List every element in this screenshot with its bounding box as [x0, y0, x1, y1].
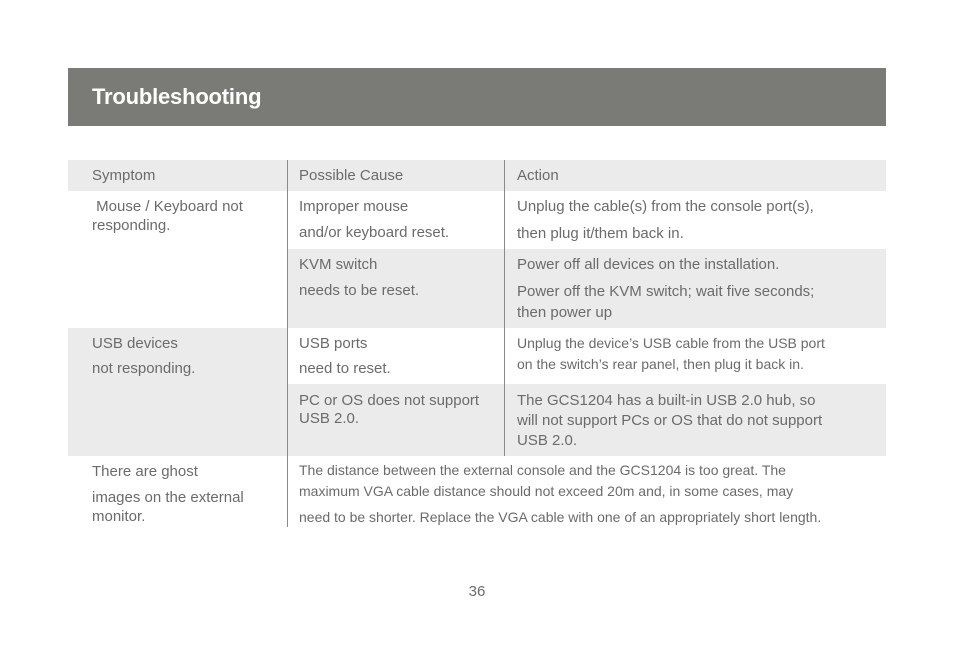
- page-number: 36: [468, 583, 486, 600]
- column-header-cause: Possible Cause: [299, 167, 404, 184]
- merged-action-line: maximum VGA cable distance should not exceed 20m and, in some cases, may: [299, 483, 794, 499]
- cause-line: Improper mouse: [299, 198, 409, 215]
- table-header-row-bg: [68, 160, 886, 191]
- action-line: then power up: [517, 304, 613, 321]
- page-title: Troubleshooting: [92, 84, 262, 109]
- action-line: Unplug the device’s USB cable from the USB port: [517, 335, 825, 351]
- cause-line: KVM switch: [299, 256, 378, 273]
- symptom-line: There are ghost: [92, 463, 198, 480]
- symptom-line: responding.: [92, 217, 171, 234]
- column-header-action: Action: [517, 167, 559, 184]
- merged-action-line: The distance between the external console and the GCS1204 is too great. The: [299, 462, 786, 478]
- cause-line: USB ports: [299, 335, 368, 352]
- action-line: then plug it/them back in.: [517, 225, 684, 242]
- symptom-line: not responding.: [92, 360, 196, 377]
- action-line: The GCS1204 has a built-in USB 2.0 hub, so: [517, 392, 816, 409]
- action-line: Unplug the cable(s) from the console port(s),: [517, 198, 814, 215]
- symptom-line: USB devices: [92, 335, 178, 352]
- column-header-symptom: Symptom: [92, 167, 156, 184]
- cause-line: PC or OS does not support: [299, 392, 480, 409]
- merged-action-line: need to be shorter. Replace the VGA cable with one of an appropriately short length.: [299, 509, 822, 525]
- cause-line: USB 2.0.: [299, 410, 360, 427]
- cause-line: and/or keyboard reset.: [299, 224, 450, 241]
- cause-line: need to reset.: [299, 360, 391, 377]
- action-line: Power off all devices on the installation.: [517, 256, 780, 273]
- symptom-line: monitor.: [92, 508, 146, 525]
- symptom-line: images on the external: [92, 489, 244, 506]
- symptom-line: Mouse / Keyboard not: [92, 198, 243, 215]
- action-line: Power off the KVM switch; wait five seconds;: [517, 283, 815, 300]
- column-divider-1: [287, 160, 288, 527]
- section-header: [68, 68, 886, 126]
- action-line: on the switch’s rear panel, then plug it back in.: [517, 356, 804, 372]
- action-line: will not support PCs or OS that do not support: [517, 412, 823, 429]
- action-line: USB 2.0.: [517, 432, 578, 449]
- cause-line: needs to be reset.: [299, 282, 420, 299]
- column-divider-2: [504, 160, 505, 456]
